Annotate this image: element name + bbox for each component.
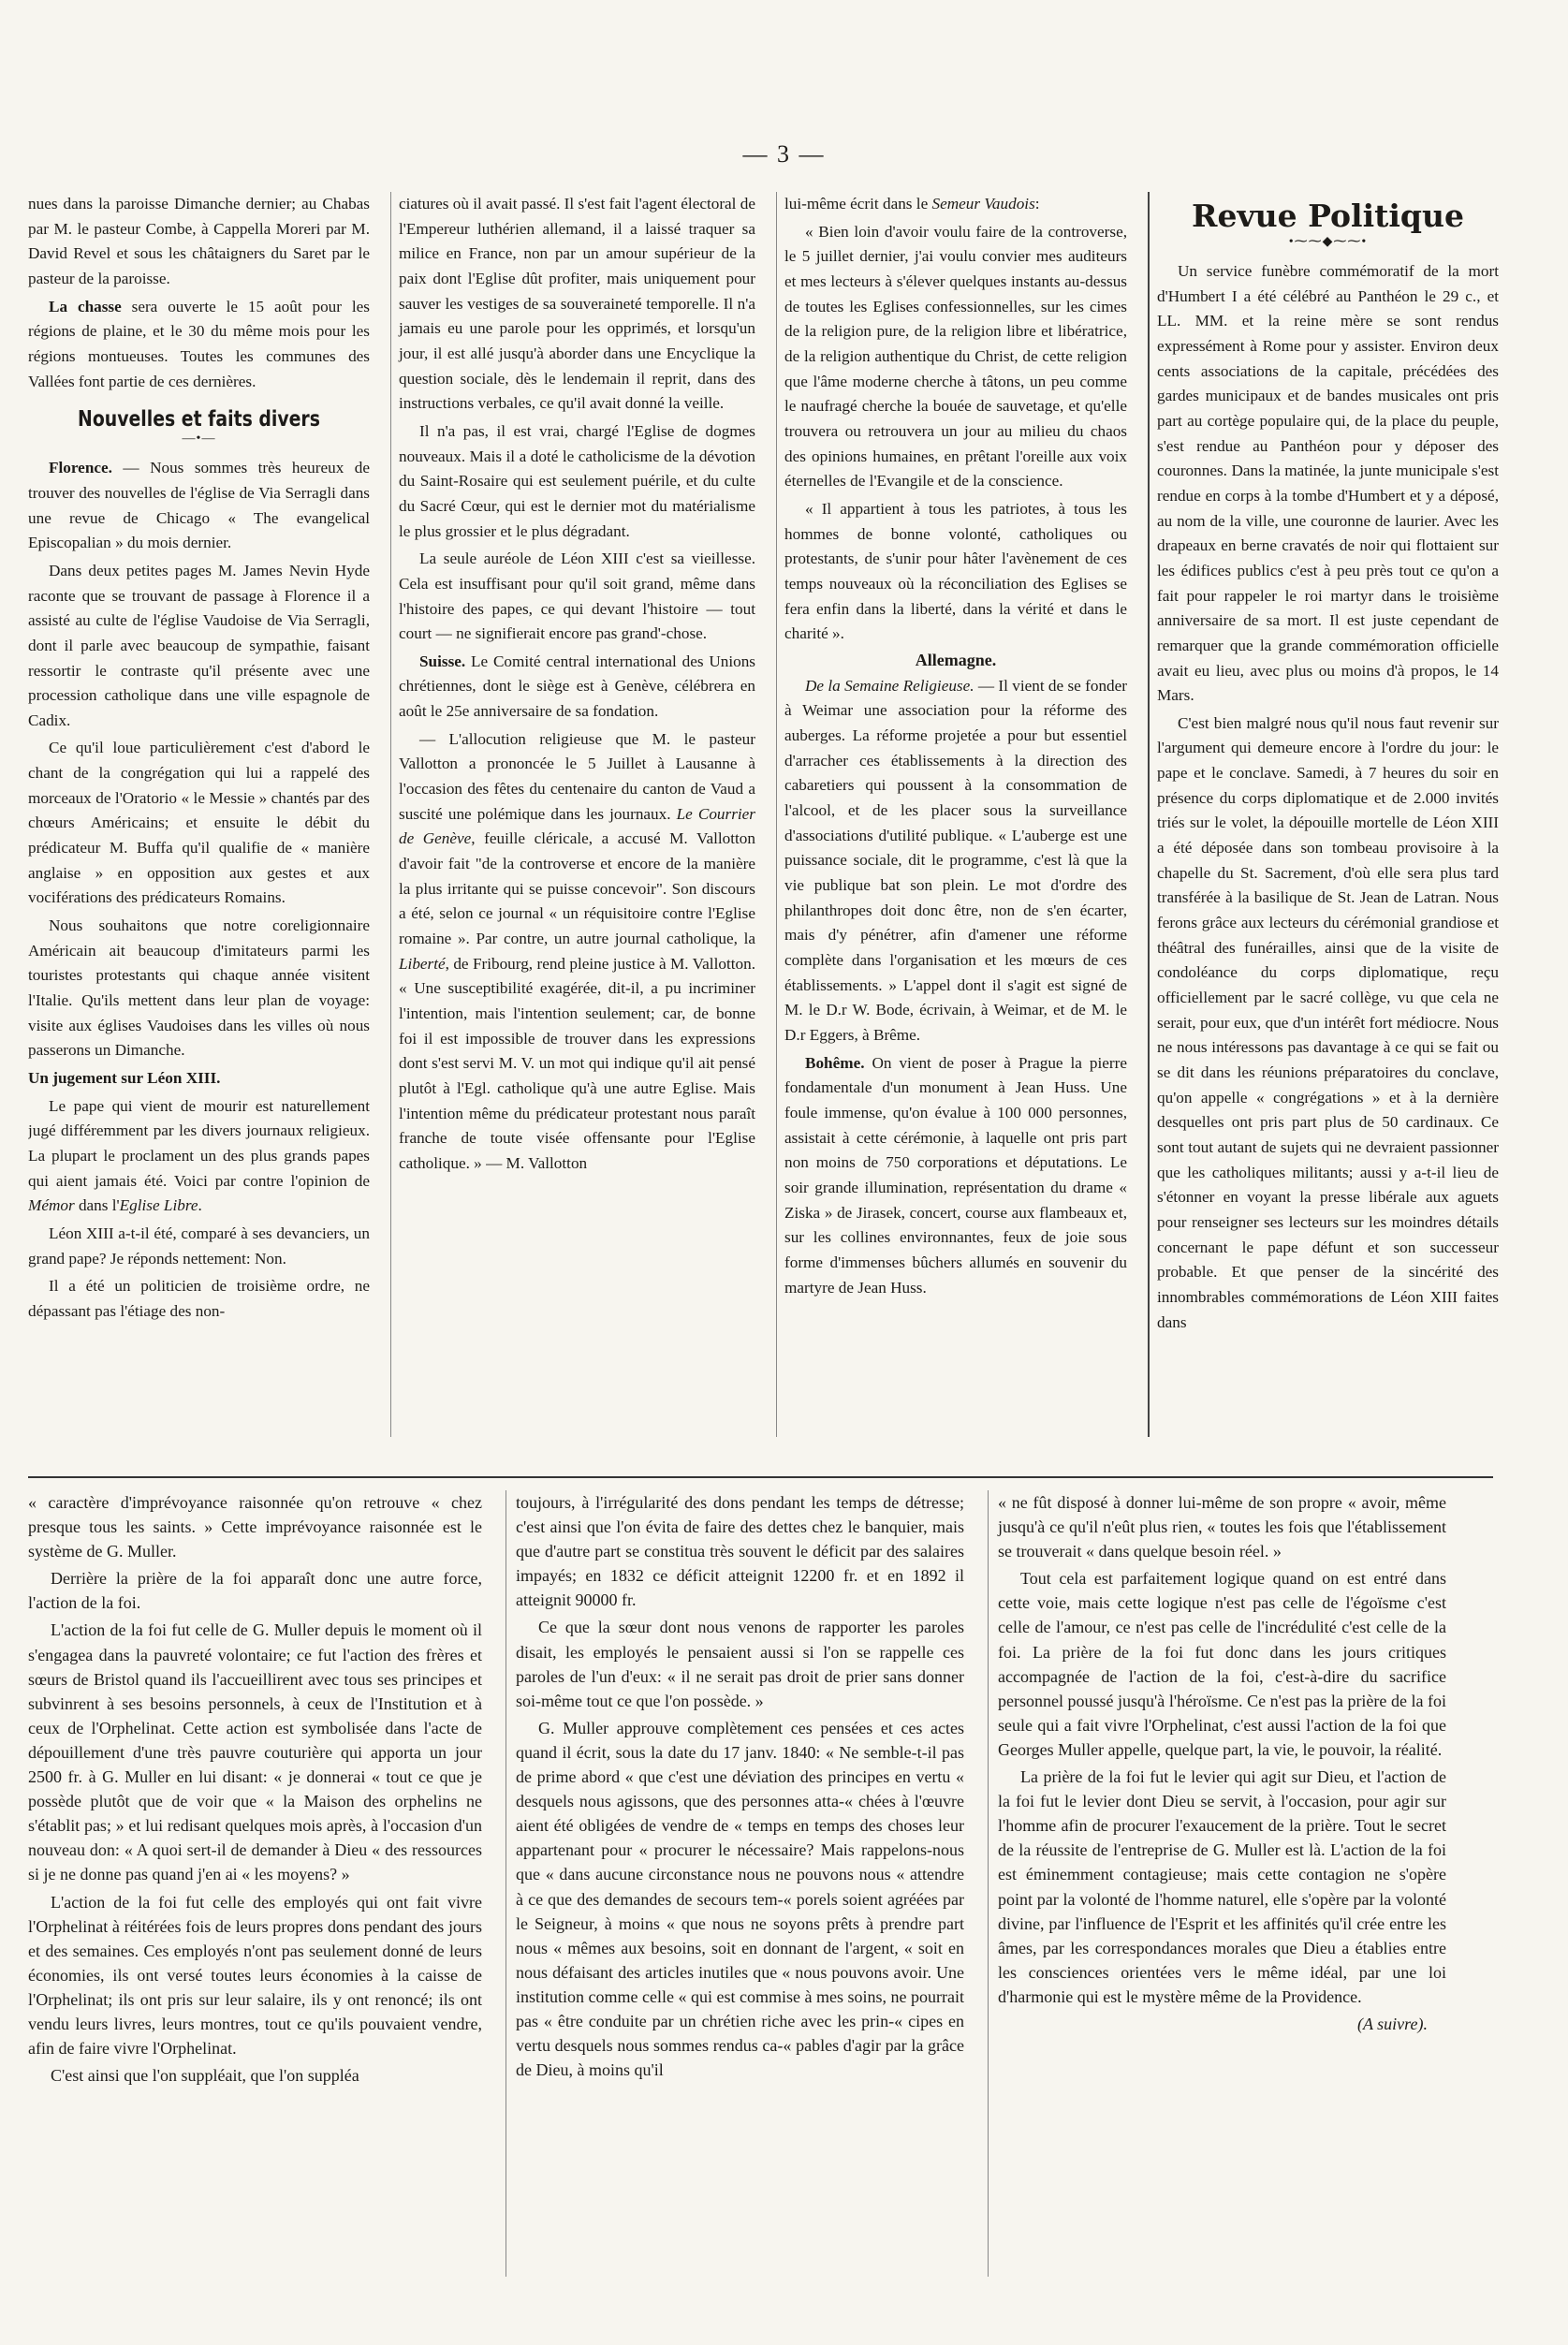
paragraph: Il a été un politicien de troisième ordre, ne dépassant pas l'étiage des non- (28, 1277, 370, 1320)
ornament-icon: •⁓⁓◆⁓⁓• (1288, 235, 1368, 249)
paragraph: toujours, à l'irrégularité des dons pendant les temps de détresse; c'est ainsi que l'on évita de faire des dettes chez le banquier, mais que d'autre part se constitua très souvent le déficit par des salaires impayés; en 1832 ce déficit atteignit 12200 fr. et en 1892 il atteignit 90000 fr. (516, 1493, 964, 1610)
paragraph: L'action de la foi fut celle des employés qui ont fait vivre l'Orphelinat à réitérées fois de leurs propres dons pendant des jours et des semaines. Ces employés n'ont pas seulement donné de leurs économies, ils ont versé toutes leurs économies à la caisse de l'Orphelinat; ils ont pris sur leur salaire, ils y ont renoncé; ils ont vendu leurs livres, leurs montres, tout ce qu'ils pouvaient vendre, afin de faire vivre l'Orphelinat. (28, 1892, 482, 2059)
top-columns (28, 192, 1499, 1437)
feuilleton-column-3 (988, 1490, 1446, 2277)
paragraph: Derrière la prière de la foi apparaît donc une autre force, l'action de la foi. (28, 1569, 482, 1613)
to-be-continued: (A suivre). (1357, 2014, 1428, 2033)
lead-boheme: Bohême. (805, 1053, 865, 1072)
paragraph: Ce que la sœur dont nous venons de rapporter les paroles disait, les employés le pensaient aussi si l'on se rappelle ces paroles de l'un d'eux: « il ne serait pas droit de prier sans donner soi-même tout ce que l'on possède. » (516, 1618, 964, 1710)
page-number: — 3 — (742, 140, 826, 168)
paragraph: L'action de la foi fut celle de G. Muller depuis le moment où il s'engagea dans la pauvreté volontaire; ce fut l'action des frères et sœurs de Bristol quand ils l'accueillirent avec tous ses principes et subvinrent à ses besoins personnels, à ceux de l'Institution et à ceux de l'Orphelinat. Cette action est symbolisée dans l'acte de dépouillement d'une très pauvre couturière qui apporta un jour 2500 fr. à G. Muller en lui disant: « je donnerai « tout ce que je possède plutôt que de voir que « la Maison des orphelins ne s'établit pas; » et lui redisant quelques mois après, à l'occasion d'un nouveau don: « A quoi sert-il de demander à Dieu « des ressources si je ne donne pas quand j'en ai « les moyens? » (28, 1620, 482, 1884)
paragraph: Un service funèbre commémoratif de la mort d'Humbert I a été célébré au Panthéon le 29 c., et LL. MM. et la reine mère se sont rendus expressément à Rome pour y assister. Environ deux cents associations de la capitale, précédées des gardes municipaux et de bandes musicales ont pris part au cortège populaire qui, de la place du peuple, s'est rendue au Panthéon pour y déposer des couronnes. Dans la matinée, la junte municipale s'est rendue en corps à la tombe d'Humbert et y a déposé, au nom de la ville, une couronne de laurier. Avec les drapeaux en berne cravatés de noir qui flottaient sur les édifices publics c'est à peu près tout ce qu'on a fait pour rappeler le roi martyr dans le troisième anniversaire de sa mort. Il est juste cependant de remarquer que la grande commémoration officielle avait eu lieu, avec plus ou moins d'à propos, le 14 Mars. (1157, 262, 1499, 705)
lead-florence: Florence. (49, 459, 112, 477)
paragraph: « ne fût disposé à donner lui-même de son propre « avoir, même jusqu'à ce qu'il n'eût plus rien, « toutes les fois que l'établissement se trouverait « dans quelque besoin réel. » (998, 1493, 1446, 1561)
column-3 (776, 192, 1127, 1437)
paragraph: La seule auréole de Léon XIII c'est sa vieillesse. Cela est insuffisant pour qu'il soit grand, même dans l'histoire des papes, ce qui devant l'histoire — tout court — ne signifierait encore pas grand'-chose. (399, 550, 755, 643)
section-heading-nouvelles: Nouvelles et faits divers (78, 407, 320, 432)
paragraph: Florence. — Nous sommes très heureux de trouver des nouvelles de l'église de Via Serragli dans une revue de Chicago « The evangelical Episcopalian » du mois dernier. (28, 459, 370, 552)
paragraph: ciatures où il avait passé. Il s'est fait l'agent électoral de l'Empereur luthérien allemand, il a laissé traquer sa milice en France, non par un amour supérieur de la paix dont l'Eglise dût profiter, mais uniquement pour sauver les vestiges de sa souveraineté temporelle. Il n'a jamais eu une parole pour les opprimés, et lorsqu'un jour, il est allé jusqu'à aborder dans une Encyclique la question sociale, dès le lendemain il reprit, dans des instructions verbales, ce qu'il avait donné la veille. (399, 195, 755, 413)
paragraph: « Bien loin d'avoir voulu faire de la controverse, le 5 juillet dernier, j'ai voulu convier mes auditeurs et mes lecteurs à s'élever quelques instants au-dessus de toutes les Eglises confessionnelles, sur les cimes de la religion pure, de la religion libre et libératrice, de la religion authentique du Christ, de cette religion que l'âme moderne cherche à tâtons, un peu comme le naufragé cherche la bouée de sauvetage, et qu'elle trouvera ou retrouvera un jour au milieu du chaos des opinions humaines, en prêtant l'oreille aux voix éternelles de l'Evangile et de la conscience. (784, 222, 1127, 491)
paragraph: C'est bien malgré nous qu'il nous faut revenir sur l'argument qui demeure encore à l'ordre du jour: le pape et le conclave. Samedi, à 7 heures du soir en présence du corps diplomatique et de 2.000 invités triés sur le volet, la dépouille mortelle de Léon XIII a été déposée dans son tombeau provisoire à la chapelle du St. Sacrement, d'où elle sera plus tard transférée à la basilique de St. Jean de Latran. Nous ferons grâce aux lecteurs du cérémonial grandiose et théâtral des funérailles, ainsi que de la visite de condoléance du corps diplomatique, reçu officiellement par le sacré collège, vu que cela ne serait, pour eux, que d'un intérêt fort médiocre. Nous ne nous intéressons pas davantage à ce qui se fait ou se dit dans les réunions préparatoires du conclave, qu'on appelle « congrégations » et à la dernière desquelles ont pris part plus de 50 cardinaux. Ce sont tout autant de sujets qui ne devraient passionner que les catholiques militants; aussi y a-t-il lieu de s'étonner en voyant la presse libérale aux aguets pour renseigner ses lecteurs sur les moindres détails concernant le pape défunt et son successeur probable. Et que penser de la sincérité des innombrables commémorations de Léon XIII faites dans (1157, 713, 1499, 1331)
section-divider (28, 1476, 1493, 1478)
paragraph: nues dans la paroisse Dimanche dernier; au Chabas par M. le pasteur Combe, à Cappella Moreri par M. David Revel et sous les châtaigners du Saret par le pasteur de la paroisse. (28, 195, 370, 287)
paragraph: Ce qu'il loue particulièrement c'est d'abord le chant de la congrégation qui lui a rappelé des morceaux de l'Oratorio « le Messie » chantés par des chœurs Américains; et ensuite le débit du prédicateur M. Buffa qu'il qualifie de « manière anglaise » en opposition aux gestes et aux vociférations des prédicateurs Romains. (28, 739, 370, 907)
feuilleton-column-2 (506, 1490, 964, 2277)
paragraph: La chasse sera ouverte le 15 août pour les régions de plaine, et le 30 du même mois pour les régions montueuses. Toutes les communes des Vallées font partie de ces dernières. (28, 297, 370, 390)
feuilleton (28, 1490, 1493, 2277)
lead-suisse: Suisse. (419, 652, 466, 670)
paragraph: « Il appartient à tous les patriotes, à tous les hommes de bonne volonté, catholiques ou protestants, de s'unir pour hâter l'avènement de ces temps nouveaux où la réconciliation des Eglises se fera enfin dans la liberté, dans la vérité et dans le charité ». (784, 499, 1127, 643)
paragraph: Bohême. On vient de poser à Prague la pierre fondamentale d'un monument à Jean Huss. Une foule immense, qu'on évalue à 100 000 personnes, assistait à cette cérémonie, à laquelle ont pris part non moins de 750 corporations et députations. Le soir grande illumination, représentation du drame « Ziska » de Jirasek, concert, course aux flambeaux et, sur les collines environnantes, feux de joie sous forme d'immenses bûchers allumés en souvenir du martyre de Jean Huss. (784, 1053, 1127, 1297)
paragraph: De la Semaine Religieuse. — Il vient de se fonder à Weimar une association pour la réforme des auberges. La réforme projetée a pour but essentiel d'arracher ces établissements à la direction des cabaretiers qui poussent à la consommation de l'alcool, et de les placer sous la surveillance d'associations d'utilité publique. « L'auberge est une puissance sociale, dit le programme, c'est là que la vie publique bat son plein. Le mot d'ordre des philanthropes doit donc être, non de s'en écarter, mais d'y pénétrer, afin d'amener une réforme complète dans l'organisation et les mœurs de ces établissements. » L'appel dont il s'agit est signé de M. le D.r W. Bode, écrivain, à Weimar, et de M. le D.r Eggers, à Brême. (784, 676, 1127, 1044)
paragraph: Tout cela est parfaitement logique quand on est entré dans cette voie, mais cette logique n'est pas celle de l'égoïsme c'est celle de l'amour, ce n'est pas celle de l'incrédulité c'est celle de la foi. La prière de la foi fut donc dans les jours critiques accompagnée de l'action de la foi, c'est-à-dire du sacrifice personnel poussé jusqu'à l'héroïsme. Ce n'est pas la prière de la foi seule qui a fait vivre l'Orphelinat, c'est aussi l'action de la foi que Georges Muller appelle, quelque part, la vie, le pouvoir, la réalité. (998, 1569, 1446, 1759)
column-4 (1148, 192, 1499, 1437)
paragraph: lui-même écrit dans le Semeur Vaudois: (784, 195, 1040, 213)
paragraph: Il n'a pas, il est vrai, chargé l'Eglise de dogmes nouveaux. Mais il a doté le catholicisme de la dévotion du Saint-Rosaire qui est seulement puérile, et du culte du Sacré Cœur, qui est le dernier mot du matérialisme le plus grossier et le plus dégradant. (399, 421, 755, 540)
paragraph: — L'allocution religieuse que M. le pasteur Vallotton a prononcée le 5 Juillet à Lausanne à l'occasion des fêtes du centenaire du canton de Vaud a suscité une polémique dans les journaux. Le Courrier de Genève, feuille cléricale, a accusé M. Vallotton d'avoir fait "de la controverse et encore de la manière la plus irritante qui se puisse concevoir". Son discours a été, selon ce journal « un réquisitoire contre l'Eglise romaine ». Par contre, un autre journal catholique, la Liberté, de Fribourg, rend pleine justice à M. Vallotton. « Une susceptibilité exagérée, dit-il, a pu incriminer l'intention, mais l'intention seulement; car, de bonne foi il est impossible de trouver dans les expressions dont s'est servi M. V. un mot qui indique qu'il ait pensé plutôt à l'Egl. catholique qu'à une autre Eglise. Mais l'intention même du prédicateur protestant nous paraît franche de toute visée offensante pour l'Eglise catholique. » — M. Vallotton (399, 729, 755, 1172)
paragraph: Le pape qui vient de mourir est naturellement jugé différemment par les divers journaux religieux. La plupart le proclament un des plus grands papes qui aient jamais été. Voici par contre l'opinion de Mémor dans l'Eglise Libre. (28, 1096, 370, 1215)
subheading-allemagne: Allemagne. (915, 650, 997, 669)
subheading-leon: Un jugement sur Léon XIII. (28, 1069, 221, 1087)
section-heading-revue: Revue Politique (1192, 198, 1464, 234)
lead-chasse: La chasse (49, 297, 122, 315)
paragraph: La prière de la foi fut le levier qui agit sur Dieu, et l'action de la foi fut le levier dont Dieu se servit, à l'occasion, pour agir sur l'homme afin de procurer l'exaucement de la prière. Tout le secret de la réussite de l'entreprise de G. Muller est là. L'action de la foi est éminemment contagieuse; mais cette contagion ne s'opère point par la volonté de l'homme naturel, elle s'opère par la volonté divine, par l'influence de l'Esprit et les affinités qu'il crée entre les âmes, par les correspondances morales que Dieu a établies entre les consciences orientées vers le même idéal, par une loi d'harmonie qui est le mystère même de la Providence. (998, 1767, 1446, 2006)
column-1 (28, 192, 370, 1437)
paragraph: G. Muller approuve complètement ces pensées et ces actes quand il écrit, sous la date du 17 janv. 1840: « Ne semble-t-il pas de prime abord « que c'est une déviation des principes en vertu « desquels nous agissons, que des personnes atta-« chées à l'œuvre aient été obligées de vendre de « temps en temps des choses leur appartenant pour « procurer le nécessaire? Mais rappelons-nous que « dans aucune circonstance nous ne pouvons nous « attendre à ce que des demandes de secours tem-« porels soient agréées par le Seigneur, à moins « que nous ne soyons prêts à prendre part nous « mêmes aux besoins, soit en donnant de l'argent, « soit en nous défaisant des articles inutiles que « nous pouvons avoir. Une institution comme celle « qui est commise à mes soins, ne pourrait pas « être conduite par un chrétien riche avec les prin-« cipes en vertu desquels nous sommes rendus ca-« pables d'agir par la grâce de Dieu, à moins qu'il (516, 1718, 964, 2080)
paragraph: Dans deux petites pages M. James Nevin Hyde raconte que se trouvant de passage à Florence il a assisté au culte de l'église Vaudoise de Via Serragli, dont il parle avec beaucoup de sympathie, faisant ressortir le contraste qu'il présente avec une procession catholique dans une ville espagnole de Cadix. (28, 561, 370, 729)
paragraph: Léon XIII a-t-il été, comparé à ses devanciers, un grand pape? Je réponds nettement: Non. (28, 1224, 370, 1268)
paragraph: Suisse. Le Comité central international des Unions chrétiennes, dont le siège est à Genève, célébrera en août le 25e anniversaire de sa fondation. (399, 652, 755, 721)
column-2 (390, 192, 755, 1437)
paragraph: Nous souhaitons que notre coreligionnaire Américain ait beaucoup d'imitateurs parmi les touristes protestants qui chaque année visitent l'Italie. Qu'ils mettent dans leur plan de voyage: visite aux églises Vaudoises dans les villes où nous passerons un Dimanche. (28, 916, 370, 1060)
ornament-icon: —•— (182, 432, 216, 447)
feuilleton-column-1 (28, 1490, 482, 2277)
paragraph: « caractère d'imprévoyance raisonnée qu'on retrouve « chez presque tous les saints. » Cette imprévoyance raisonnée est le système de G. Muller. (28, 1493, 482, 1561)
paragraph: C'est ainsi que l'on suppléait, que l'on suppléa (51, 2066, 359, 2086)
